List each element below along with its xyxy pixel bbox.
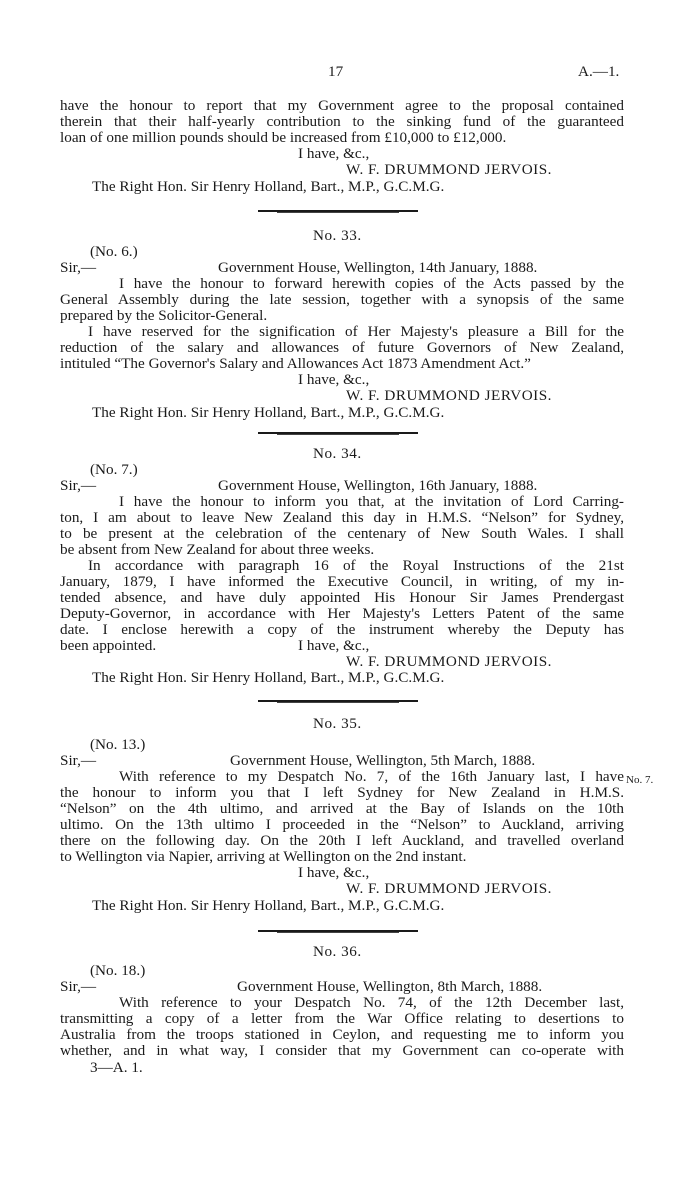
signature: W. F. DRUMMOND JERVOIS. — [346, 880, 552, 897]
body-line: to Wellington via Napier, arriving at Wellington on the 2nd instant. — [60, 848, 467, 865]
dateline: Government House, Wellington, 8th March, 1888. — [237, 978, 543, 995]
body-line: ton, I am about to leave New Zealand this day in H.M.S. “Nelson” for Sydney, — [60, 509, 624, 526]
body-line: to be present at the celebration of the centenary of New South Wales. I shall — [60, 525, 624, 542]
body-line: been appointed. — [60, 637, 157, 654]
salutation: Sir,— — [60, 477, 97, 494]
sign-off: I have, &c., — [298, 864, 370, 881]
sign-off: I have, &c., — [298, 145, 370, 162]
addressee: The Right Hon. Sir Henry Holland, Bart., M.P., G.C.M.G. — [92, 404, 445, 421]
despatch-number: No. 35. — [313, 715, 362, 732]
body-line: January, 1879, I have informed the Executive Council, in writing, of my in- — [60, 573, 624, 590]
body-line: I have reserved for the signification of Her Majesty's pleasure a Bill for the — [88, 323, 624, 340]
page-number: 17 — [328, 63, 344, 80]
dateline: Government House, Wellington, 16th January, 1888. — [218, 477, 538, 494]
body-line: With reference to my Despatch No. 7, of the 16th January last, I have — [119, 768, 624, 785]
sign-off: I have, &c., — [298, 637, 370, 654]
addressee: The Right Hon. Sir Henry Holland, Bart., M.P., G.C.M.G. — [92, 897, 445, 914]
body-line: I have the honour to inform you that, at the invitation of Lord Carring- — [119, 493, 624, 510]
body-line: tended absence, and have duly appointed His Honour Sir James Prendergast — [60, 589, 624, 606]
body-line: loan of one million pounds should be increased from £10,000 to £12,000. — [60, 129, 507, 146]
body-line: there on the following day. On the 20th I left Auckland, and travelled overland — [60, 832, 624, 849]
body-line: prepared by the Solicitor-General. — [60, 307, 268, 324]
margin-note: No. 7. — [626, 774, 654, 786]
despatch-number: No. 36. — [313, 943, 362, 960]
section-divider — [258, 432, 418, 434]
body-line: transmitting a copy of a letter from the War Office relating to desertions to — [60, 1010, 624, 1027]
salutation: Sir,— — [60, 259, 97, 276]
despatch-reference: (No. 6.) — [90, 243, 138, 260]
body-line: the honour to inform you that I left Sydney for New Zealand in H.M.S. — [60, 784, 624, 801]
body-line: “Nelson” on the 4th ultimo, and arrived at the Bay of Islands on the 10th — [60, 800, 624, 817]
section-divider — [258, 210, 418, 212]
signature: W. F. DRUMMOND JERVOIS. — [346, 387, 552, 404]
body-line: reduction of the salary and allowances of future Governors of New Zealand, — [60, 339, 624, 356]
signature: W. F. DRUMMOND JERVOIS. — [346, 653, 552, 670]
salutation: Sir,— — [60, 752, 97, 769]
body-line: whether, and in what way, I consider that my Government can co-operate with — [60, 1042, 624, 1059]
despatch-reference: (No. 7.) — [90, 461, 138, 478]
despatch-number: No. 34. — [313, 445, 362, 462]
section-divider — [258, 700, 418, 702]
signature: W. F. DRUMMOND JERVOIS. — [346, 161, 552, 178]
despatch-reference: (No. 18.) — [90, 962, 146, 979]
body-line: With reference to your Despatch No. 74, of the 12th December last, — [119, 994, 624, 1011]
body-line: I have the honour to forward herewith copies of the Acts passed by the — [119, 275, 624, 292]
body-line: General Assembly during the late session, together with a synopsis of the same — [60, 291, 624, 308]
body-line: therein that their half-yearly contribution to the sinking fund of the guaranteed — [60, 113, 624, 130]
body-line: Australia from the troops stationed in Ceylon, and requesting me to inform you — [60, 1026, 624, 1043]
body-line: Deputy-Governor, in accordance with Her Majesty's Letters Patent of the same — [60, 605, 624, 622]
body-line: intituled “The Governor's Salary and Allowances Act 1873 Amendment Act.” — [60, 355, 531, 372]
body-line: In accordance with paragraph 16 of the Royal Instructions of the 21st — [88, 557, 624, 574]
dateline: Government House, Wellington, 14th January, 1888. — [218, 259, 538, 276]
sign-off: I have, &c., — [298, 371, 370, 388]
section-divider — [258, 930, 418, 932]
body-line: have the honour to report that my Government agree to the proposal contained — [60, 97, 624, 114]
printer-signature-mark: 3—A. 1. — [90, 1059, 143, 1076]
despatch-number: No. 33. — [313, 227, 362, 244]
addressee: The Right Hon. Sir Henry Holland, Bart., M.P., G.C.M.G. — [92, 178, 445, 195]
document-reference: A.—1. — [578, 63, 620, 80]
despatch-reference: (No. 13.) — [90, 736, 146, 753]
dateline: Government House, Wellington, 5th March, 1888. — [230, 752, 536, 769]
addressee: The Right Hon. Sir Henry Holland, Bart., M.P., G.C.M.G. — [92, 669, 445, 686]
body-line: date. I enclose herewith a copy of the instrument whereby the Deputy has — [60, 621, 624, 638]
body-line: ultimo. On the 13th ultimo I proceeded in the “Nelson” to Auckland, arriving — [60, 816, 624, 833]
body-line: be absent from New Zealand for about three weeks. — [60, 541, 375, 558]
salutation: Sir,— — [60, 978, 97, 995]
